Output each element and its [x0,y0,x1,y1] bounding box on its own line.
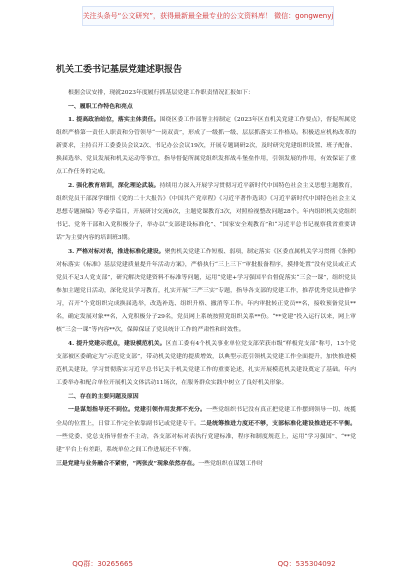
section-heading-2: 二、存在的主要问题及原因 [68,393,139,400]
item-body-3: 聚焦机关党建工作短板、弱项，制定落实《区委直属机关学习贯彻《条例》对标落实《标准》基层党建质量提升年活动方案》，严格执行“三上三下”审批报备程序，摸排处置“没有党员或正式党员不足3人党支部”，研究解决党建资料不标准等问题，运用“党建+学习强国平台督促落实“三会一课”，组织党员参加主题党日活动，深化党员学习教育，扎实开展“三严三实”专题，指导各支部的党建工作，推荐优秀党员进修学习，召开“个党组织完成换届选举，改选补选、组织升格、撤消等工作。年内审批转正党员**名，接收预备党员**名，确定发展对象**名，入党积极分子29名，党员网上系统按照党组织关系**份。“**党建”投入运行以来，网上审核“三会一课”等内容**次，保障保证了党员统计工作的严肃性和时效性。 [56,249,357,333]
document-title: 机关工委书记基层党建述职报告 [56,65,183,75]
issue-body-3: 一些党组织在谋划工作时 [198,461,264,467]
document-content [56,64,356,471]
footer-qq-group: QQ群：30265665 [72,560,133,568]
item-heading-1: 1. 提高政治站位，落实主体责任。 [68,116,160,123]
issue-heading-1: 一是谋划指导还不到位。党建引领作用发挥不充分。 [68,406,207,413]
promo-banner-text: 关注头条号“公文研究”，获得最新最全最专业的公文资料库！ 微信：gongwenyj [82,12,334,20]
issue-paragraph-3 [56,457,356,471]
issue-body-2: 一些党委、党总支指导督查不主动，各支部对标对表执行党建标准，程序和制度规范上，运用“学习强国”、“**党建”平台上有差距，系统单位之间工作进展还不平衡。 [56,434,356,453]
footer-contact [0,556,408,572]
item-paragraph-2 [56,179,356,245]
item-body-2: 持续用力深入开展学习贯彻习近平新时代中国特色社会主义思想主题教育，组织党员干部深学细悟《党的二十大报告》《中国共产党章程》《习近平著作选读》《习近平新时代中国特色社会主义思想专题摘编》等必学篇目，开展研讨交流6次，主题党课教育3次，对照检视整改问题28个。年内组织机关党组织书记、党务干部和入党积极分子，举办以“支部建设标准化”、“国家安全观教育”和“习近平总书记视察我省重要讲话”为主要内容的培训班3期。 [56,183,356,241]
issue-heading-3: 三是党建与业务融合不紧密，“两张皮”现象依然存在。 [56,460,199,467]
intro-paragraph: 根据会议安排，现就2023年度履行抓基层党建工作职责情况汇报如下： [68,90,254,96]
item-paragraph-4 [56,337,356,390]
issue-body-1: 一些党组织书记没有真正把党建工作摆到领导一切、统揽全局的位置上，日常工作完全依靠副书记或党建专干。 [56,407,357,427]
promo-banner[interactable] [82,6,334,26]
item-paragraph-1 [56,113,356,179]
footer-qq: QQ：535304092 [277,560,336,568]
issue-paragraph [56,403,356,457]
item-heading-2: 2. 强化教育培训，深化理论武装。 [68,182,160,189]
issue-heading-2: 二是统筹推进力度还不够，支部标准化建设推进还不平衡。 [200,420,357,427]
item-paragraph-3 [56,245,356,337]
item-body-4: 区直工委有4个机关事业单位党支部荣获市级“样板党支部”称号，13个党支部被区委确定为“示范党支部”，带动机关党建的提质增效，以典型示范引领机关党建工作全面提升，加快推进模范机关建设，学习贯彻落实习近平总书记关于机关党建工作的重要论述，扎实开展模范机关建设奠定了基础。年内工委举办和配合单位开展机关文体活动11场次，在服务群众实践中树立了良好机关形象。 [56,341,356,386]
section-heading-1: 一、履职工作特色和亮点 [68,103,133,110]
item-heading-3: 3. 严格对标对表，推进标准化建设。 [68,248,165,255]
item-body-1: 围绕区委工作部署主持制定《2023年区直机关党建工作要点》，督促所属党组织严格第一责任人职责和分管领导“一岗双责”，形成了一级抓一级、层层抓落实工作格局。积极适应机构改革的新要求，主持召开工委委员会议2次、书记办公会议19次，开展专题调研2次，及时研究党建组织设置、班子配备、换届选举、党员发展和机关运动等事宜，指导督促所属党组织发挥战斗堡垒作用，引领发展的作用，有效保证了重点工作任务的完成。 [56,117,356,175]
item-heading-4: 4. 提升党建示范点，建设模范机关。 [68,340,166,347]
